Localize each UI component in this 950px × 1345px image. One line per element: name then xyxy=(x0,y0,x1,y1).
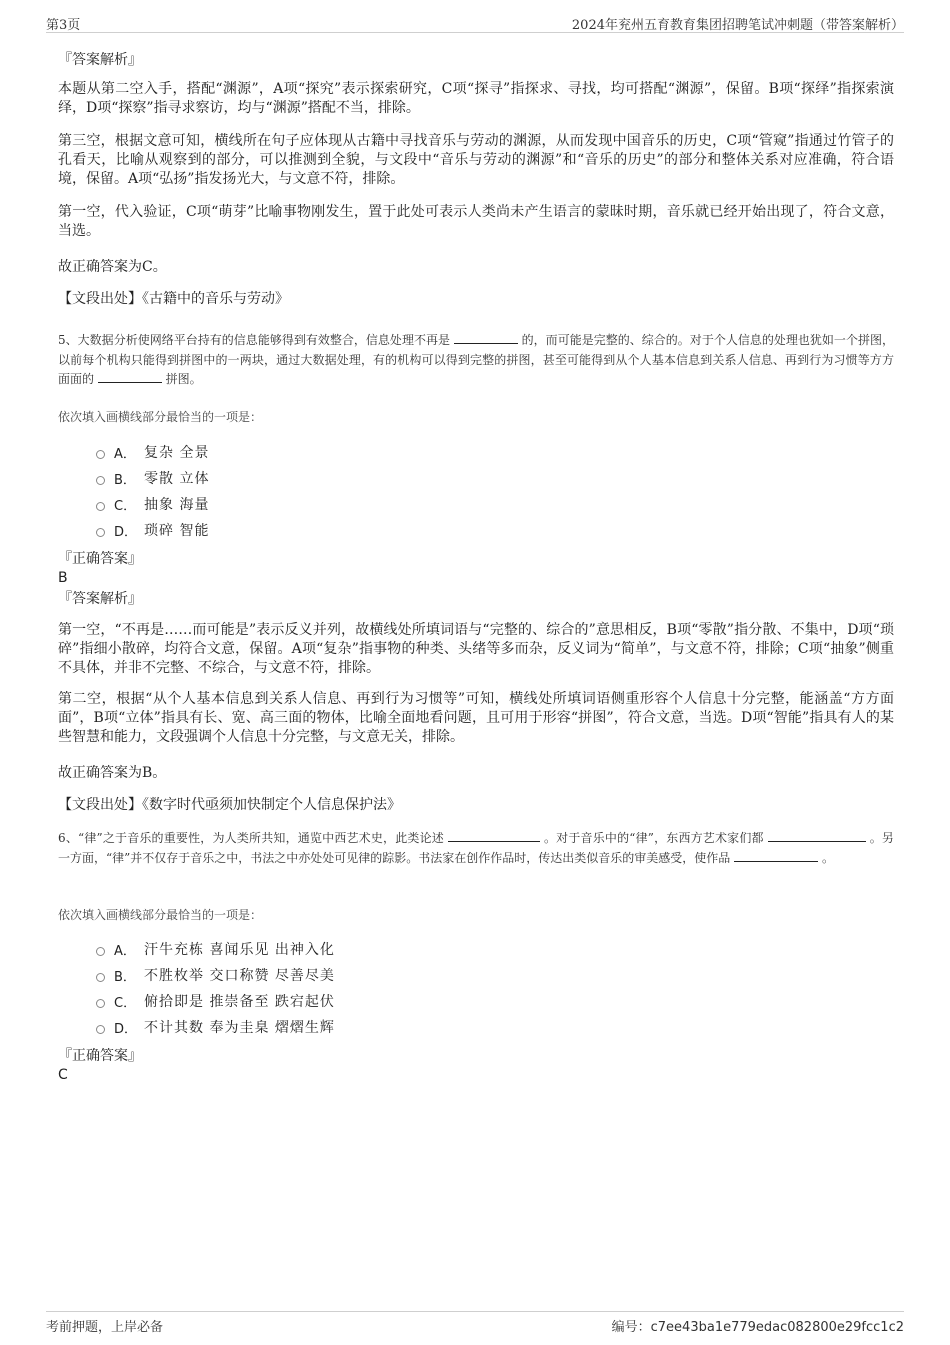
q5-analysis-para-1: 第一空，“不再是……而可能是”表示反义并列，故横线处所填词语与“完整的、综合的”意思相反，B项“零散”指分散、不集中，D项“琐碎”指细小散碎，均符合文意，保留。A项“复杂”指事物的种类、头绪等多而杂，反义词为“简单”，与文意不符，排除；C项“抽象”侧重不具体，并非不完整、不综合，与文意不符，排除。 xyxy=(58,622,894,676)
radio-icon[interactable] xyxy=(96,999,105,1008)
q5-prompt: 依次填入画横线部分最恰当的一项是： xyxy=(58,410,263,424)
q6-question: 6、“律”之于音乐的重要性，为人类所共知，通览中西艺术史，此类论述 。对于音乐中的“律”，东西方艺术家们都 。另一方面，“律”并不仅存于音乐之中，书法之中亦处处可见律的踪影。书法家在创作作品时，传达出类似音乐的审美感受，使作品 。 xyxy=(58,831,894,865)
q6-option-c[interactable]: C． 俯拾即是 推崇备至 跌宕起伏 xyxy=(96,988,596,1014)
q6-options xyxy=(96,936,596,1040)
q6-option-b[interactable]: B． 不胜枚举 交口称赞 尽善尽美 xyxy=(96,962,596,988)
document-title: 2024年兖州五育教育集团招聘笔试冲刺题（带答案解析） xyxy=(571,18,904,33)
radio-icon[interactable] xyxy=(96,947,105,956)
radio-icon[interactable] xyxy=(96,528,105,537)
q5-question: 5、大数据分析使网络平台持有的信息能够得到有效整合，信息处理不再是 的，而可能是完整的、综合的。对于个人信息的处理也犹如一个拼图，以前每个机构只能得到拼图中的一两块，通过大数据处理，有的机构可以得到完整的拼图，甚至可能得到从个人基本信息到关系人信息、再到行为习惯等方方面面的 拼图。 xyxy=(58,333,894,386)
q4-source: 【文段出处】《古籍中的音乐与劳动》 xyxy=(58,291,289,307)
q4-analysis-para-3: 第一空，代入验证，C项“萌芽”比喻事物刚发生，置于此处可表示人类尚未产生语言的蒙昧时期，音乐就已经开始出现了，符合文意，当选。 xyxy=(58,204,894,239)
q5-conclusion: 故正确答案为B。 xyxy=(58,765,167,781)
q5-option-c[interactable]: C． 抽象 海量 xyxy=(96,491,596,517)
q6-blank-3 xyxy=(734,849,818,862)
radio-icon[interactable] xyxy=(96,450,105,459)
q5-source: 【文段出处】《数字时代亟须加快制定个人信息保护法》 xyxy=(58,797,401,813)
page-number: 第3页 xyxy=(46,18,81,33)
radio-icon[interactable] xyxy=(96,1025,105,1034)
q6-answer: C xyxy=(58,1067,68,1083)
footer-slogan: 考前押题，上岸必备 xyxy=(46,1320,164,1335)
q6-option-a[interactable]: A． 汗牛充栋 喜闻乐见 出神入化 xyxy=(96,936,596,962)
q4-conclusion: 故正确答案为C。 xyxy=(58,259,167,275)
page-footer xyxy=(46,1311,904,1336)
q5-options xyxy=(96,439,596,543)
q5-analysis-tag: 『答案解析』 xyxy=(58,591,142,607)
q4-analysis-para-1: 本题从第二空入手，搭配“渊源”，A项“探究”表示探索研究，C项“探寻”指探求、寻找，均可搭配“渊源”，保留。B项“探绎”指探索演绎，D项“探察”指寻求察访，均与“渊源”搭配不当，排除。 xyxy=(58,81,894,116)
q6-option-d[interactable]: D． 不计其数 奉为圭臬 熠熠生辉 xyxy=(96,1014,596,1040)
q5-blank-1 xyxy=(454,331,518,344)
q5-option-b[interactable]: B． 零散 立体 xyxy=(96,465,596,491)
q4-analysis-tag: 『答案解析』 xyxy=(58,52,142,68)
footer-code: 编号：c7ee43ba1e779edac082800e29fcc1c2 xyxy=(611,1320,904,1335)
radio-icon[interactable] xyxy=(96,502,105,511)
q5-blank-2 xyxy=(98,370,162,383)
q5-option-d[interactable]: D． 琐碎 智能 xyxy=(96,517,596,543)
q4-analysis-para-2: 第三空，根据文意可知，横线所在句子应体现从古籍中寻找音乐与劳动的渊源，从而发现中国音乐的历史，C项“管窥”指通过竹管子的孔看天，比喻从观察到的部分，可以推测到全貌，与文段中“音乐与劳动的渊源”和“音乐的历史”的部分和整体关系对应准确，符合语境，保留。A项“弘扬”指发扬光大，与文意不符，排除。 xyxy=(58,133,894,187)
q6-prompt: 依次填入画横线部分最恰当的一项是： xyxy=(58,908,263,922)
q5-answer-tag: 『正确答案』 xyxy=(58,551,142,567)
q5-analysis-para-2: 第二空，根据“从个人基本信息到关系人信息、再到行为习惯等”可知，横线处所填词语侧重形容个人信息十分完整，能涵盖“方方面面”，B项“立体”指具有长、宽、高三面的物体，比喻全面地看问题，且可用于形容“拼图”，符合文意，当选。D项“智能”指具有人的某些智慧和能力，文段强调个人信息十分完整，与文意无关，排除。 xyxy=(58,691,894,745)
q6-answer-tag: 『正确答案』 xyxy=(58,1048,142,1064)
q6-blank-1 xyxy=(448,829,540,842)
page-header xyxy=(46,10,904,33)
radio-icon[interactable] xyxy=(96,973,105,982)
radio-icon[interactable] xyxy=(96,476,105,485)
q6-blank-2 xyxy=(768,829,866,842)
q5-option-a[interactable]: A． 复杂 全景 xyxy=(96,439,596,465)
q5-answer: B xyxy=(58,570,68,586)
